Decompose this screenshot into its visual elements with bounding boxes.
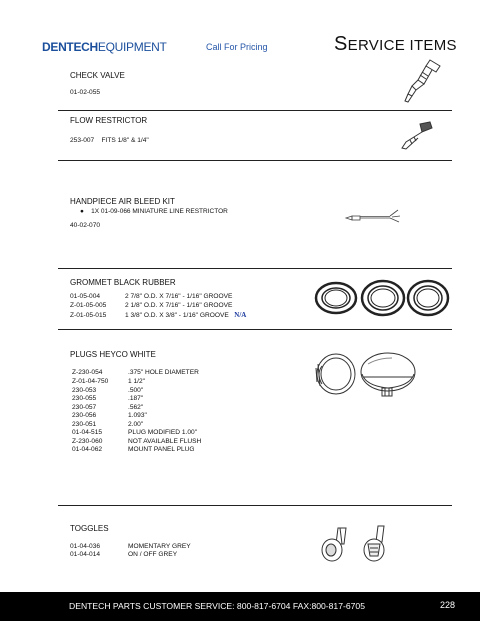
- table-row: Z-01-04-750 1 1/2": [72, 378, 146, 385]
- table-row: 230-053 .500": [72, 387, 144, 394]
- flow-restrictor-part: 253-007 FITS 1/8" & 1/4": [70, 137, 149, 144]
- grommet-image: [314, 276, 454, 320]
- toggles-title: TOGGLES: [70, 524, 109, 533]
- table-row: 01-04-014 ON / OFF GREY: [70, 551, 178, 558]
- divider: [58, 110, 452, 111]
- divider: [58, 505, 452, 506]
- check-valve-part: 01-02-055: [70, 89, 101, 96]
- divider: [58, 160, 452, 161]
- call-for-pricing: Call For Pricing: [206, 42, 268, 52]
- grommet-title: GROMMET BLACK RUBBER: [70, 278, 176, 287]
- page-title: SERVICE ITEMS: [334, 33, 457, 55]
- table-row: Z-230-054 .375" HOLE DIAMETER: [72, 369, 199, 376]
- page-number: 228: [440, 600, 456, 610]
- table-row: 230-055 .187": [72, 395, 144, 402]
- check-valve-title: CHECK VALVE: [70, 71, 125, 80]
- table-row: Z-01-05-015 1 3/8" O.D. X 3/8" - 1/16" GROOVE N/A: [70, 311, 247, 319]
- divider: [58, 329, 452, 330]
- table-row: Z-01-05-005 2 1/8" O.D. X 7/16" - 1/16" GROOVE: [70, 302, 233, 309]
- plugs-image: [312, 350, 418, 404]
- flow-restrictor-title: FLOW RESTRICTOR: [70, 116, 148, 125]
- table-row: 01-04-062 MOUNT PANEL PLUG: [72, 446, 195, 453]
- flow-restrictor-image: [396, 120, 436, 150]
- plugs-title: PLUGS HEYCO WHITE: [70, 350, 156, 359]
- table-row: 01-04-515 PLUG MODIFIED 1.00": [72, 429, 198, 436]
- table-row: 230-056 1.093": [72, 412, 147, 419]
- table-row: 01-05-004 2 7/8" O.D. X 7/16" - 1/16" GROOVE: [70, 293, 233, 300]
- not-available-badge: N/A: [234, 311, 247, 319]
- table-row: 01-04-036 MOMENTARY GREY: [70, 543, 191, 550]
- air-bleed-part: 40-02-070: [70, 222, 101, 229]
- table-row: 230-051 2.00": [72, 421, 144, 428]
- divider: [58, 268, 452, 269]
- air-bleed-bullet: ● 1X 01-09-066 MINIATURE LINE RESTRICTOR: [80, 208, 228, 215]
- toggles-image: [318, 522, 398, 568]
- air-bleed-kit-image: [344, 208, 404, 228]
- footer-contact: DENTECH PARTS CUSTOMER SERVICE: 800-817-6704 FAX:800-817-6705: [69, 601, 365, 611]
- table-row: Z-230-060 NOT AVAILABLE FLUSH: [72, 438, 202, 445]
- air-bleed-title: HANDPIECE AIR BLEED KIT: [70, 197, 175, 206]
- table-row: 230-057 .562": [72, 404, 144, 411]
- check-valve-image: [396, 56, 446, 106]
- brand-logo: DENTECHEQUIPMENT: [42, 40, 167, 54]
